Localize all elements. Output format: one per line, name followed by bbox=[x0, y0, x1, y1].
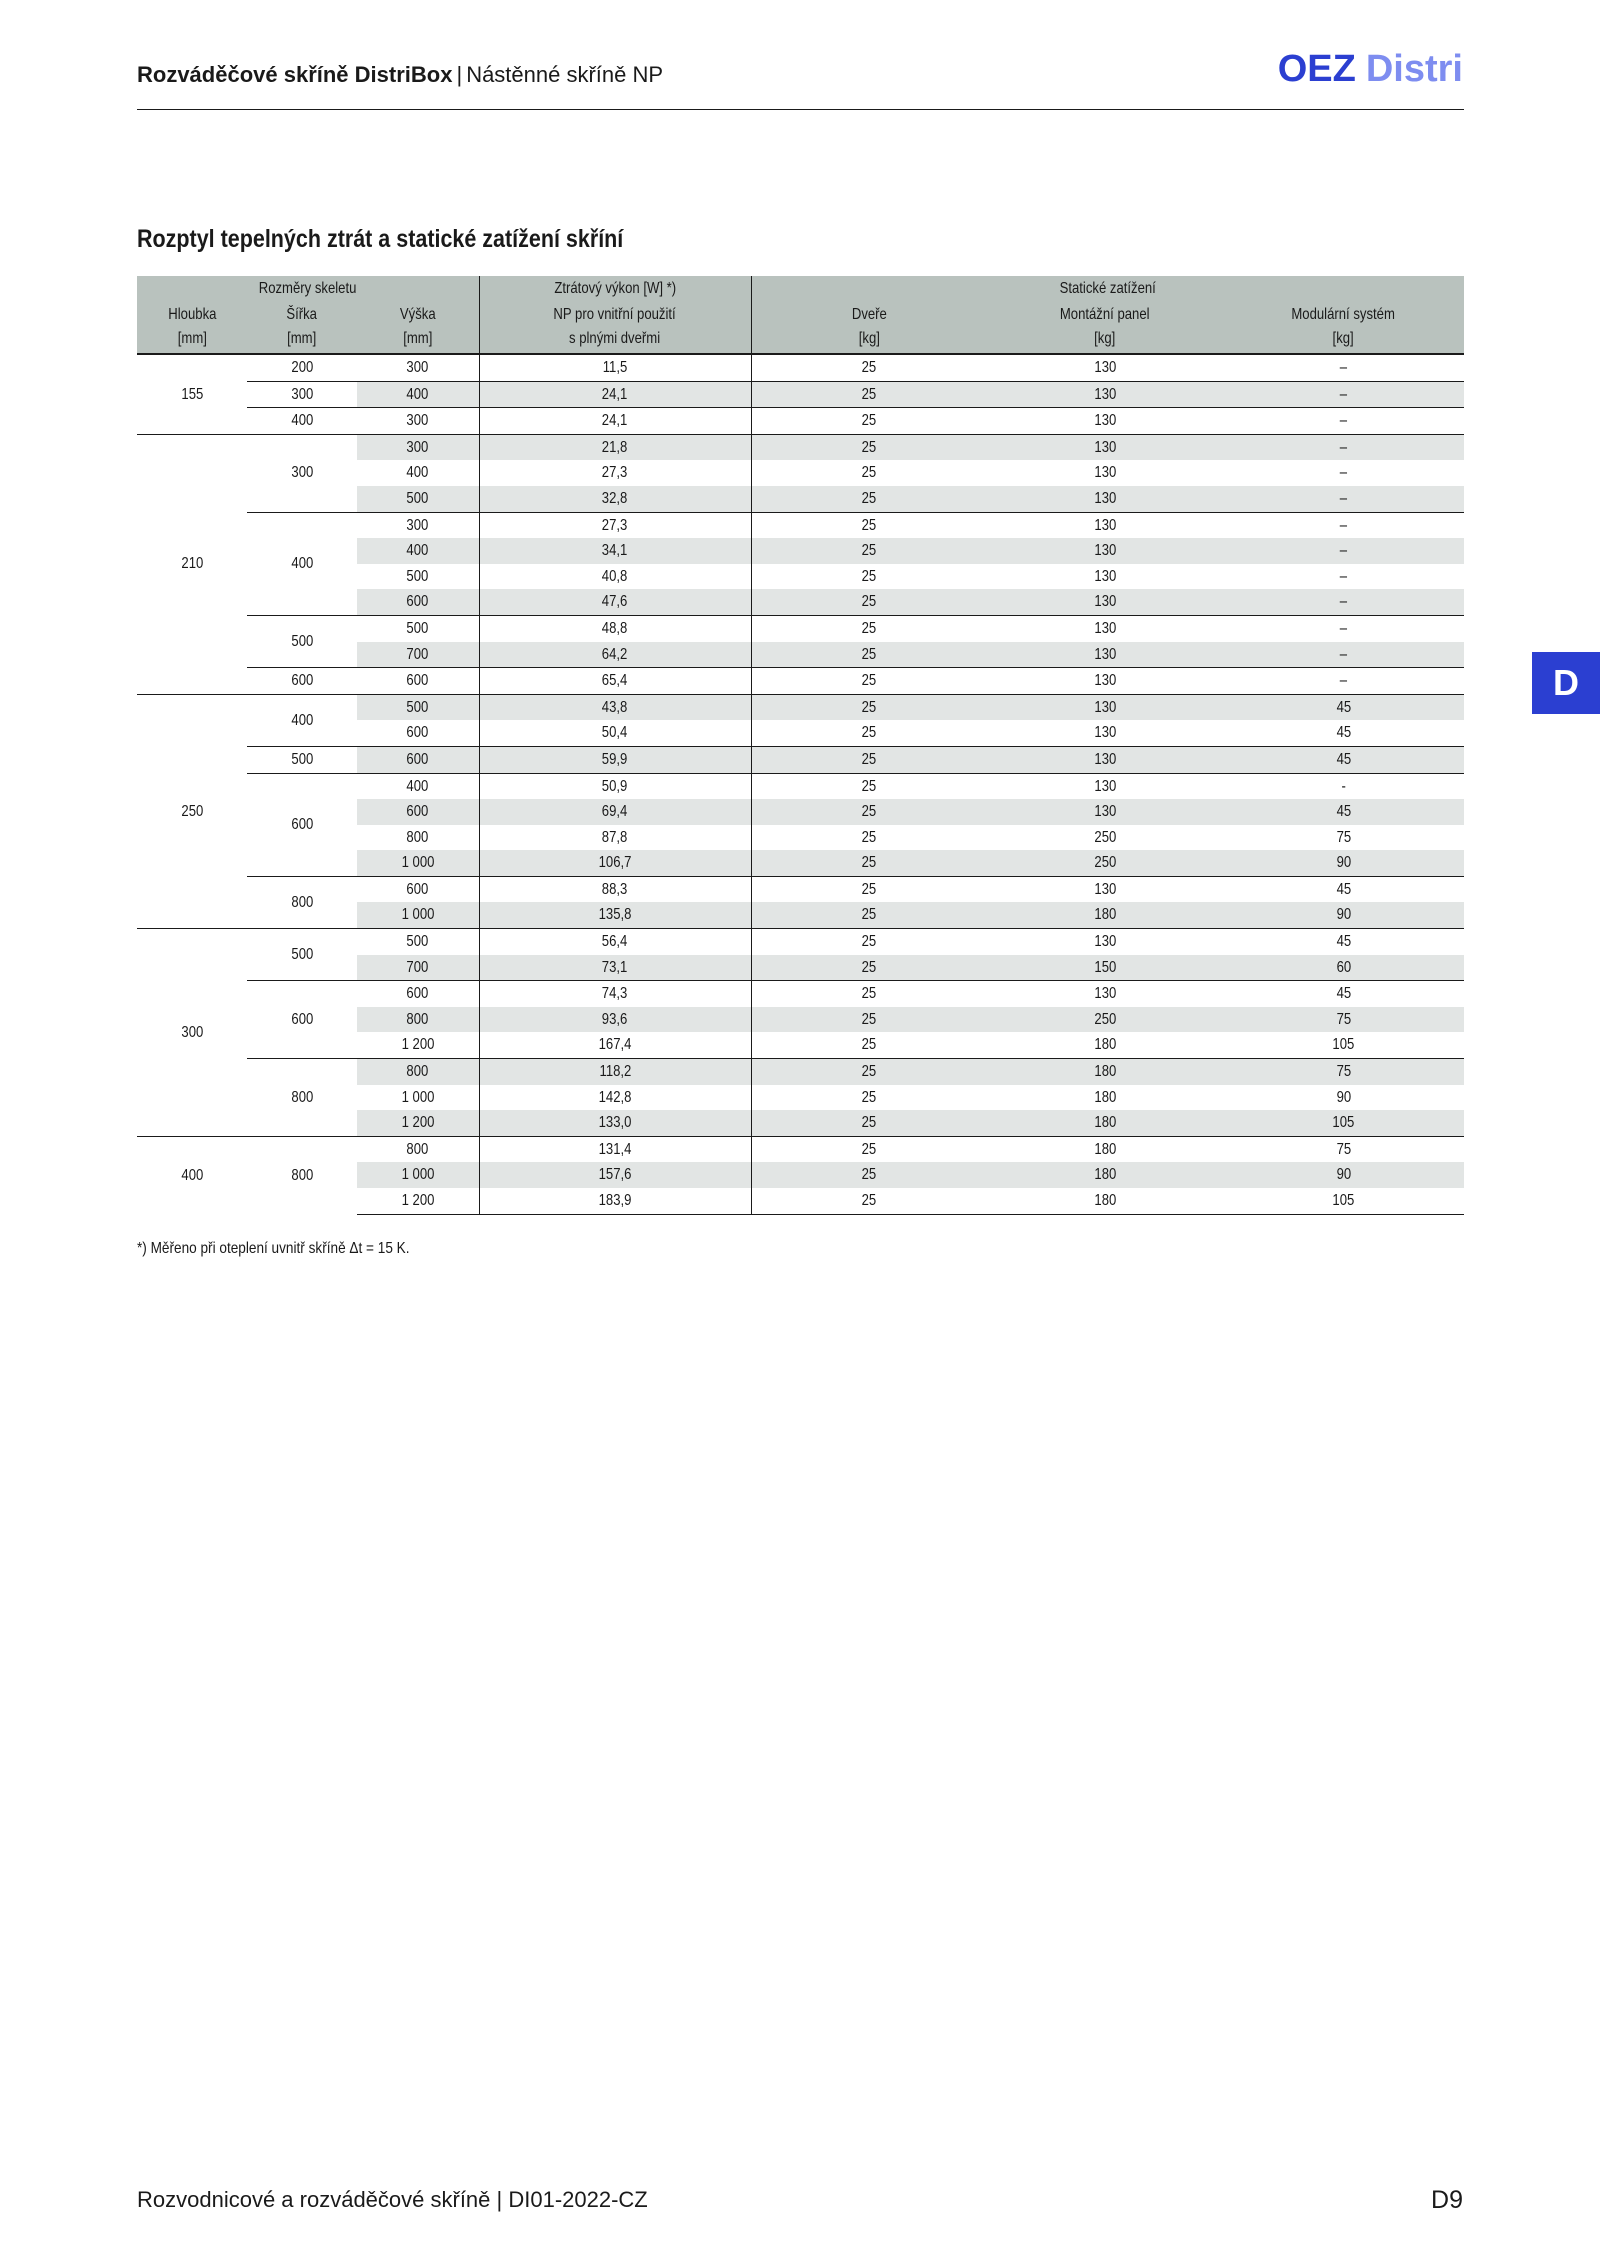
cell-width: 800 bbox=[247, 1059, 357, 1137]
cell-panel: 250 bbox=[1094, 828, 1116, 846]
header-separator: | bbox=[456, 62, 463, 87]
table-row bbox=[137, 668, 1464, 695]
cell-panel: 130 bbox=[987, 381, 1223, 408]
cell-panel: 250 bbox=[987, 1007, 1223, 1033]
cell-panel: 180 bbox=[987, 1059, 1223, 1085]
cell-loss: 142,8 bbox=[479, 1085, 751, 1111]
cell-height: 1 000 bbox=[357, 1162, 479, 1188]
cell-loss: 65,4 bbox=[479, 668, 751, 695]
footer-doc-title: Rozvodnicové a rozváděčové skříně | DI01-2022-CZ bbox=[137, 2187, 648, 2212]
cell-modular: – bbox=[1223, 538, 1464, 564]
cell-height: 600 bbox=[357, 799, 479, 825]
cell-modular: 75 bbox=[1336, 828, 1351, 846]
cell-loss: 69,4 bbox=[479, 799, 751, 825]
cell-modular: 105 bbox=[1332, 1036, 1355, 1054]
cell-door: 25 bbox=[751, 1110, 987, 1136]
cell-height: 300 bbox=[406, 359, 429, 376]
cell-width: 500 bbox=[247, 615, 357, 667]
cell-loss: 27,3 bbox=[479, 460, 751, 486]
header-divider bbox=[137, 109, 1464, 110]
header-title bbox=[137, 62, 663, 88]
cell-panel: 130 bbox=[987, 538, 1223, 564]
cell-panel: 130 bbox=[987, 746, 1223, 773]
cell-width: 800 bbox=[247, 876, 357, 928]
cell-width: 600 bbox=[247, 981, 357, 1059]
cell-loss: 24,1 bbox=[479, 408, 751, 435]
cell-panel: 130 bbox=[987, 773, 1223, 799]
cell-loss: 47,6 bbox=[479, 589, 751, 615]
cell-width: 500 bbox=[247, 746, 357, 773]
cell-height: 800 bbox=[357, 1136, 479, 1162]
cell-panel: 180 bbox=[987, 1110, 1223, 1136]
cell-door: 25 bbox=[751, 955, 987, 981]
cell-panel: 250 bbox=[987, 850, 1223, 876]
cell-panel: 130 bbox=[987, 589, 1223, 615]
cell-height: 300 bbox=[357, 408, 479, 435]
cell-height: 1 000 bbox=[357, 902, 479, 928]
group-header-loss: Ztrátový výkon [W] *) bbox=[479, 276, 751, 301]
table-row bbox=[137, 408, 1464, 435]
cell-panel: 180 bbox=[987, 1136, 1223, 1162]
cell-loss: 93,6 bbox=[479, 1007, 751, 1033]
cell-modular: 105 bbox=[1223, 1188, 1464, 1214]
cell-height: 700 bbox=[357, 955, 479, 981]
cell-modular: 45 bbox=[1223, 746, 1464, 773]
cell-loss: 40,8 bbox=[479, 564, 751, 590]
col-header-depth: Hloubka [mm] bbox=[137, 301, 247, 354]
cell-loss: 24,1 bbox=[479, 381, 751, 408]
cell-door: 25 bbox=[751, 589, 987, 615]
cell-loss: 135,8 bbox=[479, 902, 751, 928]
cell-modular: 90 bbox=[1223, 902, 1464, 928]
table-row bbox=[137, 615, 1464, 641]
cell-modular: – bbox=[1223, 408, 1464, 435]
cell-door: 25 bbox=[751, 538, 987, 564]
cell-panel: 180 bbox=[1094, 1088, 1116, 1106]
cell-panel: 180 bbox=[987, 902, 1223, 928]
cell-modular: 90 bbox=[1223, 1162, 1464, 1188]
cell-width: 600 bbox=[247, 773, 357, 876]
table-row bbox=[137, 773, 1464, 799]
cell-width: 800 bbox=[247, 1136, 357, 1214]
cell-loss: 50,9 bbox=[479, 773, 751, 799]
cell-modular: - bbox=[1223, 773, 1464, 799]
cell-loss: 74,3 bbox=[479, 981, 751, 1007]
cell-door: 25 bbox=[751, 1136, 987, 1162]
cell-loss: 32,8 bbox=[479, 486, 751, 512]
cell-loss: 27,3 bbox=[479, 512, 751, 538]
cell-panel: 130 bbox=[987, 981, 1223, 1007]
cell-door: 25 bbox=[751, 1059, 987, 1085]
cell-height: 1 200 bbox=[357, 1110, 479, 1136]
col-header-width: Šířka [mm] bbox=[247, 301, 357, 354]
cell-height: 600 bbox=[406, 724, 429, 742]
cell-height: 500 bbox=[357, 929, 479, 955]
cell-modular: – bbox=[1223, 512, 1464, 538]
cell-loss: 118,2 bbox=[479, 1059, 751, 1085]
cell-door: 25 bbox=[751, 1007, 987, 1033]
cell-door: 25 bbox=[751, 408, 987, 435]
cell-loss: 56,4 bbox=[479, 929, 751, 955]
cell-modular: 75 bbox=[1223, 1059, 1464, 1085]
cell-height: 400 bbox=[357, 773, 479, 799]
cell-door: 25 bbox=[751, 512, 987, 538]
cell-loss: 157,6 bbox=[479, 1162, 751, 1188]
cell-panel: 130 bbox=[987, 642, 1223, 668]
cell-modular: 45 bbox=[1223, 929, 1464, 955]
cell-modular: – bbox=[1223, 434, 1464, 460]
cell-height: 600 bbox=[357, 746, 479, 773]
cell-height: 500 bbox=[357, 486, 479, 512]
table-row bbox=[137, 512, 1464, 538]
cell-modular: – bbox=[1223, 668, 1464, 695]
cell-depth: 250 bbox=[137, 694, 247, 928]
cell-width: 400 bbox=[247, 408, 357, 435]
cell-depth: 300 bbox=[137, 929, 247, 1137]
cell-loss: 73,1 bbox=[479, 955, 751, 981]
cell-panel: 130 bbox=[987, 929, 1223, 955]
cell-modular: 60 bbox=[1223, 955, 1464, 981]
cell-width: 400 bbox=[247, 694, 357, 746]
cell-modular: – bbox=[1223, 381, 1464, 408]
cell-loss: 21,8 bbox=[479, 434, 751, 460]
cell-door: 25 bbox=[751, 1162, 987, 1188]
cell-depth: 400 bbox=[137, 1136, 247, 1214]
header-title-main: Rozváděčové skříně DistriBox bbox=[137, 62, 453, 87]
cell-panel: 150 bbox=[987, 955, 1223, 981]
cell-door: 25 bbox=[751, 381, 987, 408]
cell-loss: 48,8 bbox=[479, 615, 751, 641]
cell-door: 25 bbox=[751, 615, 987, 641]
cell-panel: 130 bbox=[1094, 359, 1116, 376]
cell-loss: 133,0 bbox=[479, 1110, 751, 1136]
cell-height: 600 bbox=[357, 981, 479, 1007]
cell-width: 300 bbox=[247, 381, 357, 408]
cell-panel: 130 bbox=[987, 799, 1223, 825]
cell-modular: – bbox=[1339, 567, 1348, 585]
cell-panel: 130 bbox=[987, 512, 1223, 538]
cell-modular: 75 bbox=[1223, 1136, 1464, 1162]
cell-loss: 87,8 bbox=[479, 825, 751, 851]
oez-distri-logo bbox=[1278, 48, 1463, 91]
cell-modular: – bbox=[1339, 359, 1348, 376]
logo-oez: OEZ bbox=[1277, 48, 1356, 90]
cell-door: 25 bbox=[751, 850, 987, 876]
table-row bbox=[137, 694, 1464, 720]
cell-panel: 130 bbox=[987, 434, 1223, 460]
cell-door: 25 bbox=[751, 694, 987, 720]
cell-height: 1 000 bbox=[357, 850, 479, 876]
cell-modular: 45 bbox=[1223, 876, 1464, 902]
cell-modular: – bbox=[1223, 486, 1464, 512]
cell-door: 25 bbox=[751, 1085, 987, 1111]
cell-modular: 90 bbox=[1336, 1088, 1351, 1106]
cell-height: 500 bbox=[357, 615, 479, 641]
cell-depth: 210 bbox=[137, 434, 247, 694]
cell-height: 600 bbox=[357, 876, 479, 902]
table-body bbox=[137, 354, 1464, 1214]
cell-door: 25 bbox=[751, 1188, 987, 1214]
cell-door: 25 bbox=[751, 668, 987, 695]
table-row bbox=[137, 981, 1464, 1007]
table-row bbox=[137, 1059, 1464, 1085]
cell-height: 800 bbox=[357, 1059, 479, 1085]
cell-panel: 180 bbox=[987, 1188, 1223, 1214]
cell-panel: 130 bbox=[1094, 464, 1116, 482]
col-header-panel: Montážní panel [kg] bbox=[987, 301, 1223, 354]
col-header-loss: NP pro vnitřní použití s plnými dveřmi bbox=[479, 301, 751, 354]
cell-modular: 45 bbox=[1223, 981, 1464, 1007]
table-row bbox=[137, 381, 1464, 408]
cell-panel: 130 bbox=[987, 408, 1223, 435]
cell-loss: 59,9 bbox=[479, 746, 751, 773]
cell-depth: 155 bbox=[137, 354, 247, 434]
cell-modular: – bbox=[1223, 615, 1464, 641]
cell-panel: 130 bbox=[987, 876, 1223, 902]
cell-modular: 90 bbox=[1223, 850, 1464, 876]
cell-loss: 106,7 bbox=[479, 850, 751, 876]
table-row bbox=[137, 746, 1464, 773]
cell-door: 25 bbox=[751, 720, 987, 746]
footer-page-number: D9 bbox=[1431, 2186, 1463, 2214]
cell-loss: 88,3 bbox=[479, 876, 751, 902]
cell-panel: 130 bbox=[987, 615, 1223, 641]
cell-door: 25 bbox=[751, 746, 987, 773]
cell-door: 25 bbox=[751, 354, 987, 381]
cell-height: 400 bbox=[357, 381, 479, 408]
cell-height: 600 bbox=[357, 589, 479, 615]
cell-height: 500 bbox=[357, 694, 479, 720]
cell-panel: 130 bbox=[987, 694, 1223, 720]
cell-loss: 11,5 bbox=[479, 354, 751, 381]
cell-door: 25 bbox=[751, 1032, 987, 1058]
cell-panel: 130 bbox=[987, 668, 1223, 695]
cell-loss: 167,4 bbox=[479, 1032, 751, 1058]
cell-height: 300 bbox=[357, 434, 479, 460]
cell-height: 400 bbox=[406, 464, 429, 482]
cell-height: 300 bbox=[357, 512, 479, 538]
cell-width: 400 bbox=[247, 512, 357, 615]
cell-door: 25 bbox=[751, 825, 987, 851]
cell-loss: 34,1 bbox=[479, 538, 751, 564]
cell-door: 25 bbox=[751, 642, 987, 668]
header-title-sub: Nástěnné skříně NP bbox=[466, 62, 664, 87]
cell-modular: 45 bbox=[1336, 724, 1351, 742]
heat-loss-table bbox=[137, 276, 1464, 1215]
table-row bbox=[137, 1136, 1464, 1162]
cell-modular: 105 bbox=[1223, 1110, 1464, 1136]
cell-height: 1 000 bbox=[401, 1088, 435, 1106]
table-row bbox=[137, 876, 1464, 902]
logo-distri: Distri bbox=[1365, 48, 1463, 90]
cell-height: 400 bbox=[357, 538, 479, 564]
cell-door: 25 bbox=[751, 902, 987, 928]
cell-door: 25 bbox=[751, 929, 987, 955]
cell-height: 700 bbox=[357, 642, 479, 668]
cell-loss: 43,8 bbox=[479, 694, 751, 720]
cell-door: 25 bbox=[751, 773, 987, 799]
cell-door: 25 bbox=[751, 981, 987, 1007]
cell-height: 800 bbox=[357, 1007, 479, 1033]
cell-height: 1 200 bbox=[401, 1036, 435, 1054]
cell-door: 25 bbox=[751, 434, 987, 460]
footnote: *) Měřeno při oteplení uvnitř skříně Δt = 15 K. bbox=[137, 1240, 410, 1257]
cell-loss: 183,9 bbox=[479, 1188, 751, 1214]
cell-width: 600 bbox=[247, 668, 357, 695]
cell-panel: 180 bbox=[987, 1162, 1223, 1188]
cell-width: 300 bbox=[247, 434, 357, 512]
section-title: Rozptyl tepelných ztrát a statické zatížení skříní bbox=[137, 225, 624, 253]
cell-panel: 130 bbox=[987, 486, 1223, 512]
cell-width: 500 bbox=[247, 929, 357, 981]
cell-loss: 131,4 bbox=[479, 1136, 751, 1162]
col-header-modular: Modulární systém [kg] bbox=[1223, 301, 1464, 354]
cell-door: 25 bbox=[751, 876, 987, 902]
group-header-static: Statické zatížení bbox=[751, 276, 1464, 301]
cell-modular: – bbox=[1339, 464, 1348, 482]
cell-panel: 130 bbox=[1094, 567, 1116, 585]
cell-panel: 180 bbox=[1094, 1036, 1116, 1054]
cell-modular: 45 bbox=[1223, 694, 1464, 720]
cell-height: 500 bbox=[406, 567, 429, 585]
cell-door: 25 bbox=[751, 486, 987, 512]
cell-panel: 130 bbox=[1094, 724, 1116, 742]
cell-height: 800 bbox=[406, 828, 429, 846]
table-row bbox=[137, 434, 1464, 460]
cell-door: 25 bbox=[751, 564, 987, 590]
cell-height: 600 bbox=[357, 668, 479, 695]
cell-modular: – bbox=[1223, 589, 1464, 615]
cell-loss: 50,4 bbox=[479, 720, 751, 746]
cell-modular: 75 bbox=[1223, 1007, 1464, 1033]
cell-height: 1 200 bbox=[357, 1188, 479, 1214]
group-header-dimensions: Rozměry skeletu bbox=[137, 276, 479, 301]
table-row bbox=[137, 354, 1464, 381]
col-header-door: Dveře [kg] bbox=[751, 301, 987, 354]
cell-door: 25 bbox=[751, 460, 987, 486]
chapter-tab[interactable]: D bbox=[1532, 652, 1600, 714]
cell-modular: 45 bbox=[1223, 799, 1464, 825]
table-row bbox=[137, 929, 1464, 955]
cell-door: 25 bbox=[751, 799, 987, 825]
cell-modular: – bbox=[1223, 642, 1464, 668]
cell-width: 200 bbox=[247, 354, 357, 381]
cell-loss: 64,2 bbox=[479, 642, 751, 668]
col-header-height: Výška [mm] bbox=[357, 301, 479, 354]
